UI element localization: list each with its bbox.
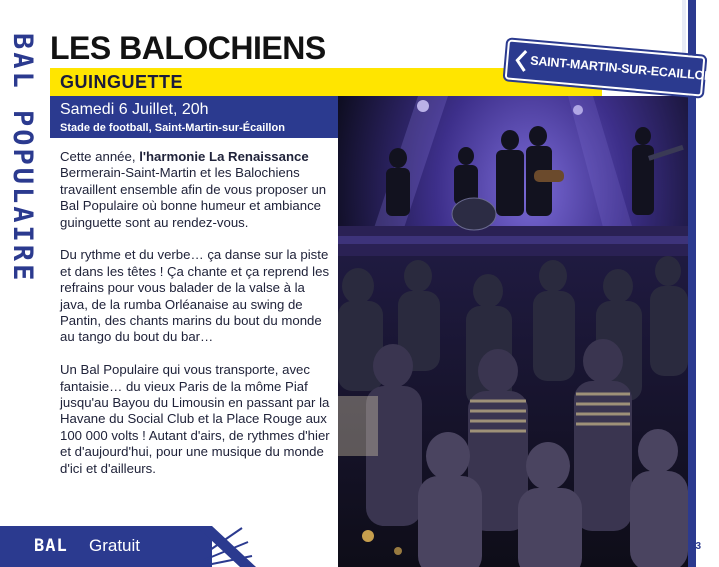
section-vertical-title: BAL POPULAIRE (7, 33, 38, 284)
category-label: GUINGUETTE (60, 72, 184, 92)
article-body (60, 149, 332, 493)
page-title: LES BALOCHIENS (50, 30, 326, 66)
footer-category: BAL (34, 536, 68, 556)
sign-text: SAINT-MARTIN-SUR-ECAILLON (529, 53, 714, 84)
fan-stripes-icon (196, 520, 256, 567)
page-number: 23 (690, 541, 702, 552)
concert-photo (338, 96, 688, 567)
paragraph-3: Un Bal Populaire qui vous transporte, avec fantaisie… du vieux Paris de la môme Piaf jusqu'au Bayou du Limousin en passant par la Havane du Social Club et la Place Rouge aux 100 000 volts ! Autant d'airs, de rythmes d'hier et d'aujourd'hui, pour une musique du monde d'ici et d'ailleurs. (60, 362, 330, 476)
event-date: Samedi 6 Juillet, 20h (60, 101, 209, 118)
paragraph-1: Cette année, l'harmonie La Renaissance Bermerain-Saint-Martin et les Balochiens travaillent ensemble afin de vous proposer un Bal Populaire où bonne humeur et ambiance guinguette sont au rendez-vous. (60, 149, 327, 230)
footer-price: Gratuit (89, 536, 141, 555)
chevron-left-icon (513, 48, 529, 73)
event-location: Stade de football, Saint-Martin-sur-Écaillon (60, 122, 285, 134)
paragraph-2: Du rythme et du verbe… ça danse sur la piste et dans les têtes ! Ça chante et ça reprend les refrains pour vous balader de la valse à la java, de la rumba Orléanaise au swing de Pantin, des chants marins du bout du monde au tango du bout du bar… (60, 247, 330, 345)
